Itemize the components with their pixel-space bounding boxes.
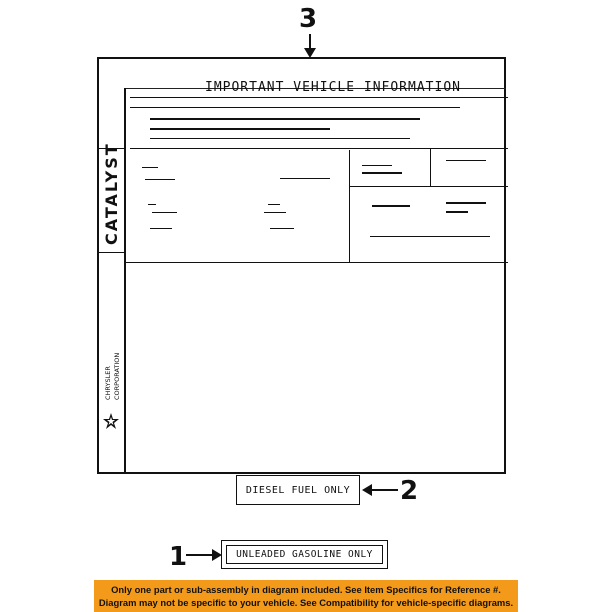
manufacturer-text: CHRYSLER CORPORATION [104, 352, 121, 400]
text-line [446, 160, 486, 161]
grid-vertical [349, 150, 350, 262]
text-line [150, 118, 420, 120]
text-line [130, 107, 460, 108]
label-inner-frame [124, 88, 506, 474]
text-line [264, 212, 286, 213]
text-line [152, 212, 177, 213]
callout-1-arrow [186, 545, 224, 565]
catalyst-box-bottom [97, 252, 125, 253]
text-line [372, 205, 410, 207]
text-line [150, 228, 172, 229]
notice-line-2: Diagram may not be specific to your vehicle. See Compatibility for vehicle-specific diagrams. [98, 597, 514, 608]
grid-horizontal [349, 186, 508, 187]
section-divider [130, 148, 508, 149]
text-line [142, 167, 158, 168]
catalyst-text: CATALYST [102, 142, 121, 245]
text-line [150, 138, 410, 139]
text-line [280, 178, 330, 179]
text-line [148, 204, 156, 205]
label-title: IMPORTANT VEHICLE INFORMATION [205, 80, 461, 95]
left-column-divider [124, 88, 126, 474]
text-line [268, 204, 280, 205]
compatibility-notice [94, 580, 518, 612]
text-line [446, 211, 468, 213]
callout-number-2: 2 [400, 476, 419, 506]
unleaded-gasoline-label: UNLEADED GASOLINE ONLY [226, 545, 383, 564]
text-line [145, 179, 175, 180]
text-line [362, 172, 402, 174]
grid-horizontal [349, 262, 508, 263]
text-line [446, 202, 486, 204]
text-line [150, 128, 330, 130]
diesel-fuel-label: DIESEL FUEL ONLY [236, 475, 360, 505]
callout-number-3: 3 [299, 4, 318, 34]
pentastar-logo [102, 412, 120, 430]
text-line [370, 236, 490, 237]
text-line [362, 165, 392, 166]
grid-vertical [430, 148, 431, 186]
title-underline [130, 97, 508, 98]
notice-line-1: Only one part or sub-assembly in diagram included. See Item Specifics for Reference #. [111, 584, 501, 595]
callout-number-1: 1 [169, 542, 188, 572]
section-divider [125, 262, 350, 263]
callout-2-arrow [360, 480, 400, 500]
text-line [270, 228, 294, 229]
